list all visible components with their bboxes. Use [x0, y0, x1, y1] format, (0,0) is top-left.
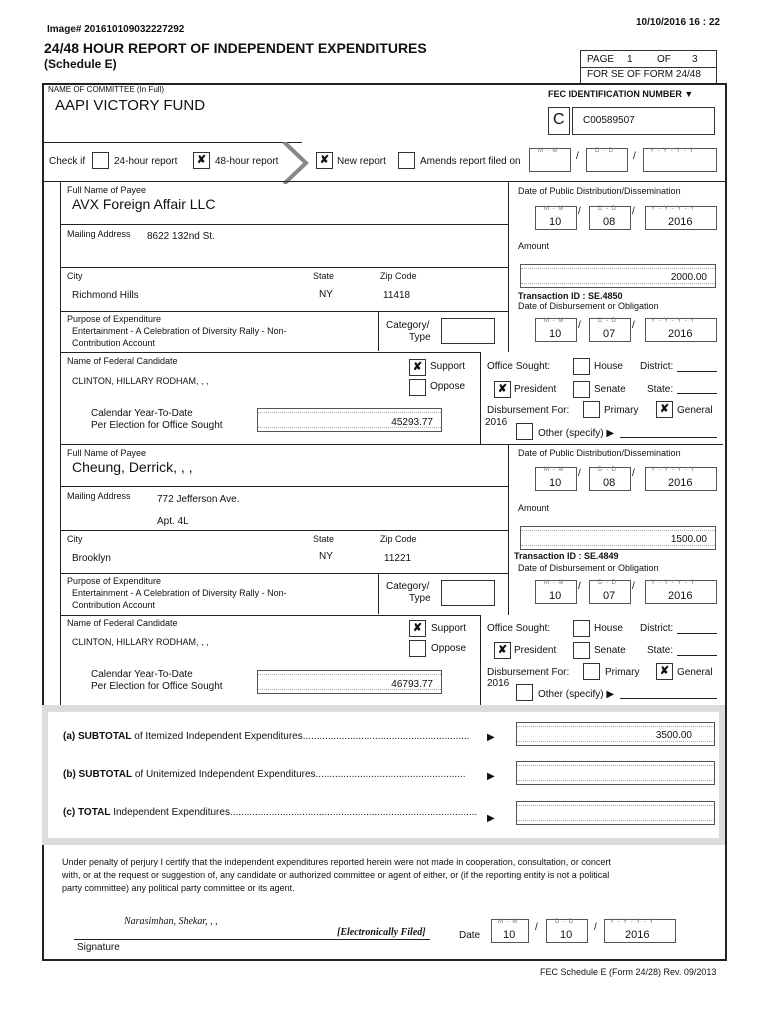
- footer-form-rev: FEC Schedule E (Form 24/28) Rev. 09/2013: [540, 967, 717, 977]
- candidate-label-2: Name of Federal Candidate: [67, 618, 178, 628]
- state-lbl-1: State:: [647, 384, 674, 395]
- house-check-2[interactable]: [573, 620, 590, 637]
- house-check-1[interactable]: [573, 358, 590, 375]
- ytd-label-2b: Per Election for Office Sought: [91, 681, 223, 692]
- signature-label: Signature: [77, 942, 120, 953]
- senate-label-2: Senate: [594, 645, 626, 656]
- year-2: 2016: [487, 678, 510, 689]
- general-check-2[interactable]: ✘: [656, 663, 673, 680]
- disb-for-label-1: Disbursement For:: [487, 405, 570, 416]
- fec-prefix-box: [548, 107, 570, 135]
- house-label-1: House: [594, 361, 623, 372]
- pub-yyyy-1[interactable]: Y - Y - Y - Y 2016: [645, 206, 717, 230]
- support-label-1: Support: [430, 361, 466, 372]
- other-label-2: Other (specify) ▶: [538, 689, 615, 700]
- total-c-box[interactable]: [516, 801, 715, 825]
- subtotal-b-box[interactable]: [516, 761, 715, 785]
- state-label-1: State: [313, 271, 335, 281]
- total-c-label: (c) TOTAL Independent Expenditures.........................................................................................: [63, 807, 478, 818]
- office-sought-label-1: Office Sought:: [487, 361, 551, 372]
- form-subtitle: (Schedule E): [44, 57, 117, 71]
- ytd-box-1[interactable]: [257, 408, 442, 432]
- house-label-2: House: [594, 623, 623, 634]
- amount-box-1[interactable]: [520, 264, 716, 288]
- category-label-2: Category/: [386, 581, 430, 592]
- opt-24-label: 24-hour report: [114, 156, 178, 167]
- primary-check-2[interactable]: [583, 663, 600, 680]
- primary-label-1: Primary: [604, 405, 639, 416]
- president-check-1[interactable]: ✘: [494, 381, 511, 398]
- opt-new-label: New report: [337, 156, 386, 167]
- general-check-1[interactable]: ✘: [656, 401, 673, 418]
- pub-yyyy-2[interactable]: Y - Y - Y - Y 2016: [645, 467, 717, 491]
- purpose-1b: Contribution Account: [72, 338, 156, 348]
- signer-name: Narasimhan, Shekar, , ,: [124, 916, 218, 927]
- disb-mm-1[interactable]: M - M 10: [535, 318, 577, 342]
- amount-label-1: Amount: [518, 241, 550, 251]
- transaction-1: Transaction ID : SE.4850: [518, 291, 623, 301]
- check-48-hour[interactable]: ✘: [193, 152, 210, 169]
- signature-line: [74, 939, 430, 940]
- page-number: 1: [627, 54, 633, 65]
- general-label-1: General: [677, 405, 713, 416]
- purpose-label-1: Purpose of Expenditure: [67, 314, 162, 324]
- state-label-2: State: [313, 534, 335, 544]
- cert-line-3: party committee) any political party committee or its agent.: [62, 883, 295, 893]
- check-amends[interactable]: [398, 152, 415, 169]
- subtotal-a-label: (a) SUBTOTAL of Itemized Independent Expenditures............................................................: [63, 731, 470, 742]
- category-box-1[interactable]: [441, 318, 495, 344]
- candidate-label-1: Name of Federal Candidate: [67, 356, 178, 366]
- pub-mm-2[interactable]: M - M 10: [535, 467, 577, 491]
- pub-dd-1[interactable]: D - D 08: [589, 206, 631, 230]
- amends-mm[interactable]: M - M: [529, 148, 571, 172]
- disb-dd-1[interactable]: D - D 07: [589, 318, 631, 342]
- payee-name-2: Cheung, Derrick, , ,: [72, 459, 193, 475]
- senate-label-1: Senate: [594, 384, 626, 395]
- city-2: Brooklyn: [72, 553, 111, 564]
- address1-1: 8622 132nd St.: [147, 231, 215, 242]
- fec-id: C00589507: [583, 115, 635, 126]
- ytd-2: 46793.77: [391, 679, 433, 690]
- fec-id-label: FEC IDENTIFICATION NUMBER ▼: [548, 89, 694, 99]
- payee-name-1: AVX Foreign Affair LLC: [72, 196, 216, 212]
- image-id: Image# 201610109032227292: [47, 24, 185, 35]
- purpose-2b: Contribution Account: [72, 600, 156, 610]
- subtotal-a-arrow: ▶: [487, 732, 495, 743]
- opt-48-label: 48-hour report: [215, 156, 279, 167]
- committee-name-label: NAME OF COMMITTEE (In Full): [48, 85, 164, 94]
- subtotal-a-value: 3500.00: [655, 730, 692, 741]
- address1-2: 772 Jefferson Ave.: [157, 494, 240, 505]
- city-label-1: City: [67, 271, 83, 281]
- oppose-check-2[interactable]: [409, 640, 426, 657]
- president-label-2: President: [514, 645, 557, 656]
- disb-date-label-2: Date of Disbursement or Obligation: [518, 563, 659, 573]
- e-filed: [Electronically Filed]: [337, 927, 426, 938]
- page-label: PAGE: [587, 54, 615, 65]
- district-label-2: District:: [640, 623, 674, 634]
- pub-mm-1[interactable]: M - M 10: [535, 206, 577, 230]
- general-label-2: General: [677, 667, 713, 678]
- public-dist-label-1: Date of Public Distribution/Dissemination: [518, 186, 681, 196]
- page-box: [580, 50, 717, 84]
- candidate-2: CLINTON, HILLARY RODHAM, , ,: [72, 637, 209, 647]
- category-box-2[interactable]: [441, 580, 495, 606]
- type-label-2: Type: [409, 593, 431, 604]
- total-c-arrow: ▶: [487, 813, 495, 824]
- district-label-1: District:: [640, 361, 674, 372]
- disb-yyyy-1[interactable]: Y - Y - Y - Y 2016: [645, 318, 717, 342]
- primary-label-2: Primary: [605, 667, 640, 678]
- state-1: NY: [319, 289, 333, 300]
- purpose-label-2: Purpose of Expenditure: [67, 576, 162, 586]
- zip-1: 11418: [383, 290, 411, 301]
- disb-date-label-1: Date of Disbursement or Obligation: [518, 301, 659, 311]
- check-new-report[interactable]: ✘: [316, 152, 333, 169]
- support-check-1[interactable]: ✘: [409, 359, 426, 376]
- zip-2: 11221: [384, 553, 412, 564]
- support-check-2[interactable]: ✘: [409, 620, 426, 637]
- senate-check-2[interactable]: [573, 642, 590, 659]
- subtotal-a-box[interactable]: [516, 722, 715, 746]
- subtotal-b-arrow: ▶: [487, 771, 495, 782]
- primary-check-1[interactable]: [583, 401, 600, 418]
- subtotal-b-label: (b) SUBTOTAL of Unitemized Independent Expenditures......................................................: [63, 769, 466, 780]
- transaction-2: Transaction ID : SE.4849: [514, 551, 619, 561]
- other-check-2[interactable]: [516, 684, 533, 701]
- disb-for-label-2: Disbursement For:: [487, 667, 570, 678]
- amends-yyyy[interactable]: Y - Y - Y - Y: [643, 148, 717, 172]
- zip-label-1: Zip Code: [380, 271, 417, 281]
- purpose-1a: Entertainment - A Celebration of Diversity Rally - Non-: [72, 326, 287, 336]
- sig-mm[interactable]: M - M 10: [491, 919, 529, 943]
- state-lbl-2: State:: [647, 645, 674, 656]
- zip-label-2: Zip Code: [380, 534, 417, 544]
- city-1: Richmond Hills: [72, 290, 139, 301]
- disb-mm-2[interactable]: M - M 10: [535, 580, 577, 604]
- ytd-box-2[interactable]: [257, 670, 442, 694]
- president-check-2[interactable]: ✘: [494, 642, 511, 659]
- category-label-1: Category/: [386, 320, 430, 331]
- support-label-2: Support: [431, 623, 467, 634]
- of-label: OF: [657, 54, 671, 65]
- ytd-label-1b: Per Election for Office Sought: [91, 420, 223, 431]
- state-2: NY: [319, 551, 333, 562]
- cert-line-2: with, or at the request or suggestion of, any candidate or authorized committee or agent of either, or (if the reporting entity is not a political: [62, 870, 610, 880]
- amends-dd[interactable]: D - D: [586, 148, 628, 172]
- oppose-label-1: Oppose: [430, 381, 466, 392]
- ytd-label-1a: Calendar Year-To-Date: [91, 408, 193, 419]
- amount-2: 1500.00: [670, 534, 707, 545]
- ytd-label-2a: Calendar Year-To-Date: [91, 669, 193, 680]
- arrow-divider: [282, 142, 312, 184]
- oppose-check-1[interactable]: [409, 379, 426, 396]
- payee-label-2: Full Name of Payee: [67, 448, 147, 458]
- committee-name: AAPI VICTORY FUND: [55, 97, 206, 114]
- oppose-label-2: Oppose: [431, 643, 467, 654]
- cert-line-1: Under penalty of perjury I certify that the independent expenditures reported herein were not made in cooperation, consultation, or concert: [62, 857, 611, 867]
- form-title: 24/48 HOUR REPORT OF INDEPENDENT EXPENDITURES: [44, 40, 427, 56]
- candidate-1: CLINTON, HILLARY RODHAM, , ,: [72, 376, 209, 386]
- address2-2: Apt. 4L: [157, 516, 189, 527]
- sig-dd[interactable]: D - D 10: [546, 919, 588, 943]
- timestamp: 10/10/2016 16 : 22: [636, 17, 720, 28]
- year-1: 2016: [485, 417, 508, 428]
- mailing-label-1: Mailing Address: [67, 229, 131, 239]
- ytd-1: 45293.77: [391, 417, 433, 428]
- president-label-1: President: [514, 384, 557, 395]
- sig-yyyy[interactable]: Y - Y - Y - Y 2016: [604, 919, 676, 943]
- purpose-2a: Entertainment - A Celebration of Diversity Rally - Non-: [72, 588, 287, 598]
- disb-yyyy-2[interactable]: Y - Y - Y - Y 2016: [645, 580, 717, 604]
- opt-amends-label: Amends report filed on: [420, 156, 521, 167]
- other-label-1: Other (specify) ▶: [538, 428, 615, 439]
- for-form: FOR SE OF FORM 24/48: [587, 69, 701, 80]
- disb-dd-2[interactable]: D - D 07: [589, 580, 631, 604]
- fec-prefix: C: [553, 111, 565, 128]
- amount-label-2: Amount: [518, 503, 550, 513]
- mailing-label-2: Mailing Address: [67, 491, 131, 501]
- city-label-2: City: [67, 534, 83, 544]
- public-dist-label-2: Date of Public Distribution/Dissemination: [518, 448, 681, 458]
- check-24-hour[interactable]: [92, 152, 109, 169]
- pub-dd-2[interactable]: D - D 08: [589, 467, 631, 491]
- payee-label-1: Full Name of Payee: [67, 185, 147, 195]
- fec-id-box: [572, 107, 715, 135]
- amount-1: 2000.00: [670, 272, 707, 283]
- check-if-label: Check if: [49, 156, 86, 167]
- type-label-1: Type: [409, 332, 431, 343]
- senate-check-1[interactable]: [573, 381, 590, 398]
- date-label: Date: [459, 930, 481, 941]
- page-total: 3: [692, 54, 698, 65]
- amount-box-2[interactable]: [520, 526, 716, 550]
- other-check-1[interactable]: [516, 423, 533, 440]
- office-sought-label-2: Office Sought:: [487, 623, 551, 634]
